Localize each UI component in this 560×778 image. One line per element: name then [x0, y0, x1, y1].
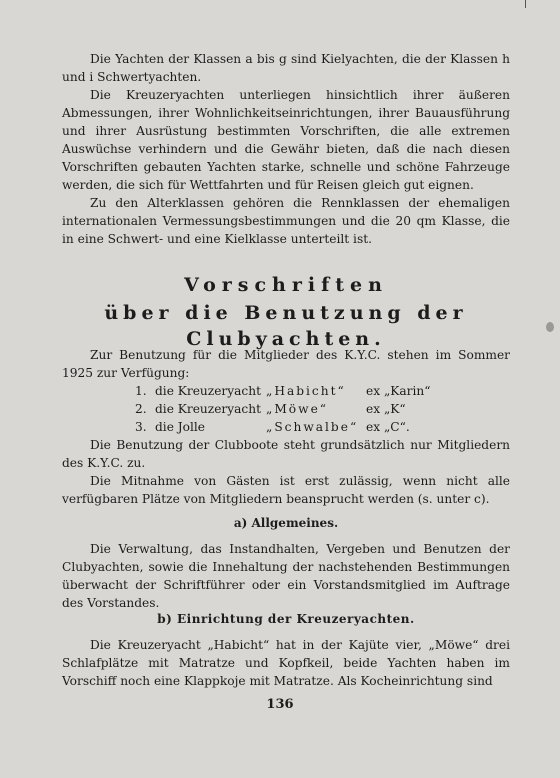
list-item-number: 1. [135, 384, 147, 398]
subheading-general: a) Allgemeines. [233, 516, 339, 530]
list-item [62, 418, 510, 436]
list-item-former-name: ex „Karin“ [366, 384, 431, 398]
paragraph-yacht-classes: Die Yachten der Klassen a bis g sind Kielyachten, die der Klassen h und i Schwertyachten. [62, 52, 510, 84]
paragraph-availability: Zur Benutzung für die Mitglieder des K.Y.C. stehen im Sommer 1925 zur Verfügung: [62, 348, 510, 380]
paragraph-administration: Die Verwaltung, das Instandhalten, Vergeben und Benutzen der Clubyachten, sowie die Innehaltung der nachstehenden Bestimmungen überwacht der Schriftführer oder ein Vorstandsmitglied im Auftrage des Vorstandes. [62, 542, 510, 610]
list-item-type: die Jolle [155, 420, 206, 434]
paragraph-members-only: Die Benutzung der Clubboote steht grundsätzlich nur Mitgliedern des K.Y.C. zu. [62, 438, 510, 470]
subheading-cruiser-equipment: b) Einrichtung der Kreuzeryachten. [157, 612, 415, 626]
list-item-name: „Möwe“ [266, 402, 329, 416]
list-item-name: „Habicht“ [266, 384, 346, 398]
edge-mark-line [525, 0, 526, 8]
paragraph-cruiser-rules: Die Kreuzeryachten unterliegen hinsichtlich ihrer äußeren Abmessungen, ihrer Wohnlichkeitseinrichtungen, ihrer Bauausführung und ihrer Ausrüstung bestimmten Vorschriften, die alle extremen Auswüchse verhindern und die Gewähr bieten, daß die nach diesen Vorschriften gebauten Yachten starke, schnelle und schöne Fahrzeuge werden, die sich für Wettfahrten und für Reisen gleich gut eignen. [62, 88, 510, 192]
paper-blemish [546, 322, 554, 332]
section-heading-line2: über die Benutzung der Clubyachten. [104, 302, 468, 350]
availability-section [62, 346, 510, 382]
list-item-number: 3. [135, 420, 147, 434]
section-heading-line1: Vorschriften [184, 274, 388, 296]
intro-section [62, 50, 510, 248]
list-item-type: die Kreuzeryacht [155, 402, 261, 416]
general-section [62, 540, 510, 612]
list-item-former-name: ex „C“. [366, 420, 410, 434]
paragraph-berths: Die Kreuzeryacht „Habicht“ hat in der Kajüte vier, „Möwe“ drei Schlafplätze mit Matratze und Kopfkeil, beide Yachten haben im Vorschiff noch eine Klappkoje mit Matratze. Als Kocheinrichtung sind [62, 638, 510, 688]
list-item [62, 382, 510, 400]
paragraph-old-classes: Zu den Alterklassen gehören die Rennklassen der ehemaligen internationalen Vermessungsbestimmungen und die 20 qm Klasse, die in eine Schwert- und eine Kielklasse unterteilt ist. [62, 196, 510, 246]
list-item-former-name: ex „K“ [366, 402, 406, 416]
list-item-type: die Kreuzeryacht [155, 384, 261, 398]
boat-list [62, 382, 510, 436]
list-item-number: 2. [135, 402, 147, 416]
rules-section [62, 436, 510, 508]
page-number: 136 [266, 697, 294, 712]
list-item-name: „Schwalbe“ [266, 420, 359, 434]
paragraph-guests: Die Mitnahme von Gästen ist erst zulässig, wenn nicht alle verfügbaren Plätze von Mitgliedern beansprucht werden (s. unter c). [62, 474, 510, 506]
cruiser-equipment-section [62, 636, 510, 690]
list-item [62, 400, 510, 418]
